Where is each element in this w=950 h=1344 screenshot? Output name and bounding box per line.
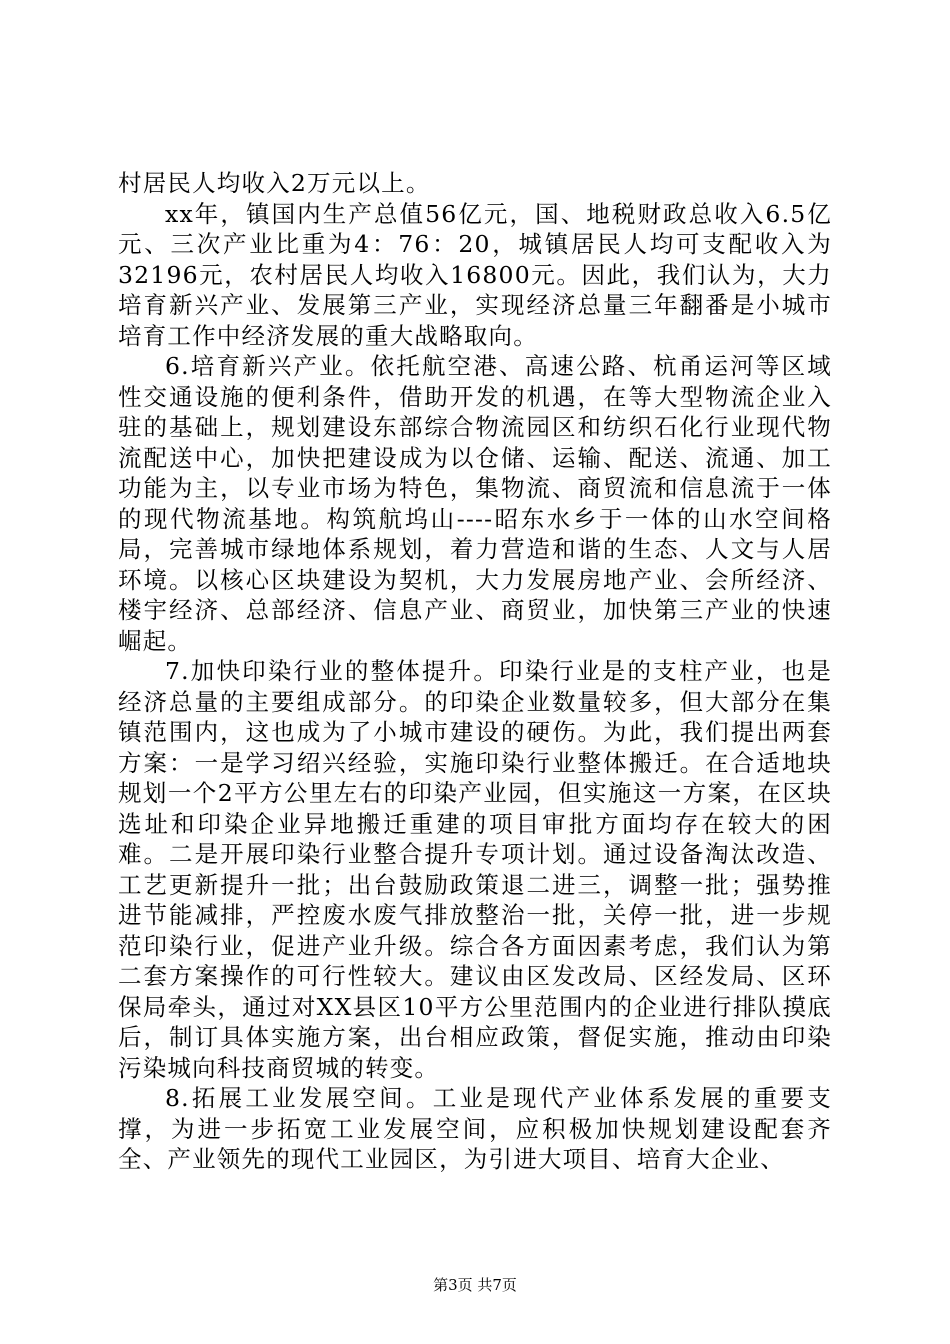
- paragraph-item-8: 8.拓展工业发展空间。工业是现代产业体系发展的重要支撑，为进一步拓宽工业发展空间，应积极加快规划建设配套齐全、产业领先的现代工业园区，为引进大项目、培育大企业、: [118, 1084, 832, 1173]
- paragraph-item-6: 6.培育新兴产业。依托航空港、高速公路、杭甬运河等区域性交通设施的便利条件，借助开发的机遇，在等大型物流企业入驻的基础上，规划建设东部综合物流园区和纺织石化行业现代物流配送中心，加快把建设成为以仓储、运输、配送、流通、加工功能为主，以专业市场为特色，集物流、商贸流和信息流于一体的现代物流基地。构筑航坞山----昭东水乡于一体的山水空间格局，完善城市绿地体系规划，着力营造和谐的生态、人文与人居环境。以核心区块建设为契机，大力发展房地产业、会所经济、楼宇经济、总部经济、信息产业、商贸业，加快第三产业的快速崛起。: [118, 352, 832, 655]
- paragraph-continuation: 村居民人均收入2万元以上。: [118, 169, 431, 197]
- page-number-footer: 第3页 共7页: [433, 1276, 517, 1294]
- paragraph-economy-stats: xx年，镇国内生产总值56亿元，国、地税财政总收入6.5亿元、三次产业比重为4：76：20，城镇居民人均可支配收入为32196元，农村居民人均收入16800元。因此，我们认为，大力培育新兴产业、发展第三产业，实现经济总量三年翻番是小城市培育工作中经济发展的重大战略取向。: [118, 199, 832, 350]
- document-body: [118, 168, 832, 1175]
- paragraph-item-7: 7.加快印染行业的整体提升。印染行业是的支柱产业，也是经济总量的主要组成部分。的印染企业数量较多，但大部分在集镇范围内，这也成为了小城市建设的硬伤。为此，我们提出两套方案：一是学习绍兴经验，实施印染行业整体搬迁。在合适地块规划一个2平方公里左右的印染产业园，但实施这一方案，在区块选址和印染企业异地搬迁重建的项目审批方面均存在较大的困难。二是开展印染行业整合提升专项计划。通过设备淘汰改造、工艺更新提升一批；出台鼓励政策退二进三，调整一批；强势推进节能减排，严控废水废气排放整治一批，关停一批，进一步规范印染行业，促进产业升级。综合各方面因素考虑，我们认为第二套方案操作的可行性较大。建议由区发改局、区经发局、区环保局牵头，通过对XX县区10平方公里范围内的企业进行排队摸底后，制订具体实施方案，出台相应政策，督促实施，推动由印染污染城向科技商贸城的转变。: [118, 657, 832, 1082]
